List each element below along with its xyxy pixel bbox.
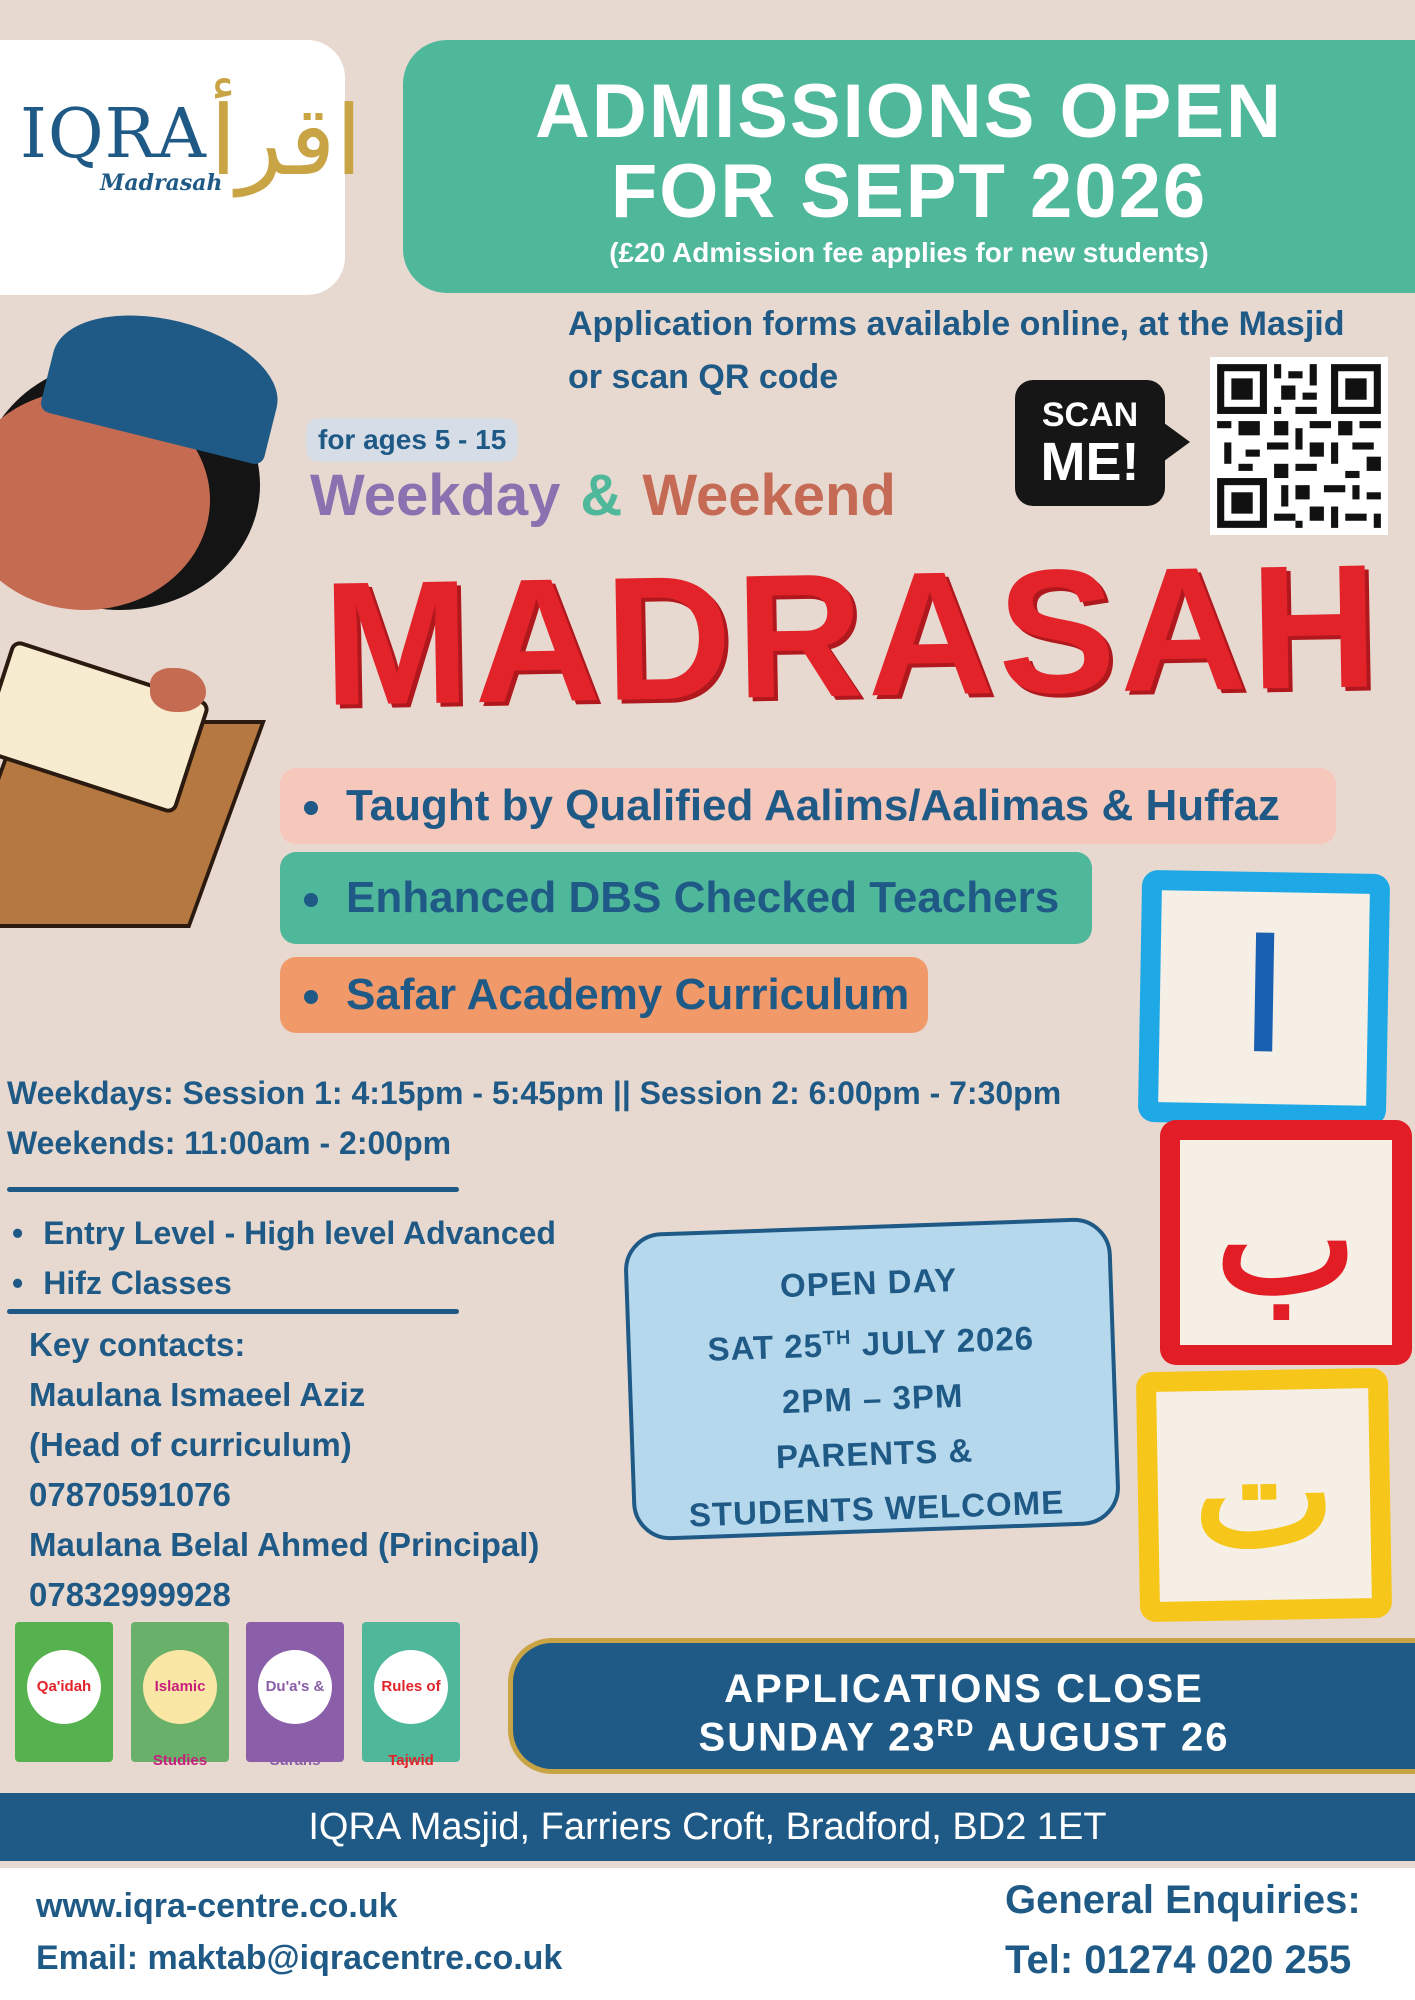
weekday-weekend-heading	[310, 462, 896, 529]
divider-top	[7, 1187, 459, 1192]
qr-code-icon	[1210, 357, 1388, 535]
boy-hand-illustration	[150, 668, 206, 712]
bullet-icon	[304, 893, 318, 907]
list-item: • Hifz Classes	[12, 1258, 556, 1308]
admission-fee-note: (£20 Admission fee applies for new students)	[609, 237, 1209, 268]
qr-code[interactable]	[1210, 357, 1388, 535]
levels-list	[12, 1208, 556, 1308]
date-suffix: RD	[936, 1715, 976, 1742]
ampersand: &	[580, 463, 623, 528]
ta-letter-block: ت	[1136, 1368, 1392, 1622]
contact-phone[interactable]: 07870591076	[29, 1476, 231, 1513]
open-day-heading: OPEN DAY	[779, 1260, 958, 1305]
divider-bottom	[7, 1309, 459, 1314]
logo-text: IQRA	[20, 95, 207, 174]
admissions-title	[403, 69, 1415, 234]
madrasah-title: MADRASAH	[321, 528, 1384, 743]
weekday-label: Weekday	[310, 463, 561, 528]
applications-close-banner	[508, 1638, 1415, 1774]
age-range-badge: for ages 5 - 15	[306, 418, 518, 462]
enquiries-label: General Enquiries:	[1005, 1878, 1361, 1922]
book-title: Rules of Tajwid	[374, 1650, 448, 1724]
address-bar: IQRA Masjid, Farriers Croft, Bradford, BD2 1ET	[0, 1793, 1415, 1861]
feature-text: Enhanced DBS Checked Teachers	[346, 873, 1060, 922]
general-enquiries	[1005, 1870, 1361, 1990]
book-islamic-studies	[131, 1622, 229, 1769]
open-day-date-rest: JULY 2026	[850, 1319, 1035, 1363]
book-title: Qa'idah	[27, 1650, 101, 1724]
open-day-card	[623, 1217, 1121, 1542]
close-date-rest: AUGUST 26	[975, 1715, 1230, 1760]
book-duas-surahs	[246, 1622, 344, 1769]
ba-letter-block: ب	[1160, 1120, 1412, 1365]
website-link[interactable]: www.iqra-centre.co.uk	[36, 1887, 398, 1925]
application-line2: or scan QR code	[568, 358, 839, 396]
list-item: • Entry Level - High level Advanced	[12, 1208, 556, 1258]
book-qaidah	[15, 1622, 113, 1762]
feature-dbs-checked	[280, 852, 1092, 944]
weekend-sessions: Weekends: 11:00am - 2:00pm	[7, 1125, 452, 1161]
feature-qualified-teachers	[280, 768, 1336, 844]
feature-curriculum	[280, 957, 928, 1033]
weekday-sessions: Weekdays: Session 1: 4:15pm - 5:45pm || Session 2: 6:00pm - 7:30pm	[7, 1075, 1062, 1111]
contact-role: (Head of curriculum)	[29, 1426, 352, 1463]
application-line1: Application forms available online, at the Masjid	[568, 305, 1345, 343]
contact-name: Maulana Belal Ahmed (Principal)	[29, 1526, 540, 1563]
open-day-time: 2PM – 3PM	[781, 1376, 964, 1421]
telephone-link[interactable]: Tel: 01274 020 255	[1005, 1938, 1352, 1982]
email-link[interactable]: Email: maktab@iqracentre.co.uk	[36, 1939, 563, 1977]
contact-name: Maulana Ismaeel Aziz	[29, 1376, 366, 1413]
admissions-title-line2: FOR SEPT 2026	[610, 149, 1208, 234]
contact-phone[interactable]: 07832999928	[29, 1576, 231, 1613]
open-day-date-text: SAT 25	[706, 1326, 824, 1368]
logo-arabic: اقرأ	[210, 85, 363, 197]
weekend-label: Weekend	[642, 463, 896, 528]
logo-subtitle: Madrasah	[100, 170, 223, 196]
scan-label: SCAN	[1041, 396, 1139, 434]
arrow-right-icon	[1160, 420, 1190, 464]
session-times	[7, 1068, 1061, 1168]
alif-letter-block: ا	[1138, 870, 1390, 1126]
close-date	[513, 1709, 1415, 1760]
key-contacts	[29, 1320, 539, 1620]
footer-contact	[36, 1880, 562, 1984]
date-suffix: TH	[822, 1326, 852, 1350]
close-heading: APPLICATIONS CLOSE	[724, 1667, 1204, 1711]
open-day-audience: PARENTS &	[775, 1431, 974, 1476]
admissions-title-line1: ADMISSIONS OPEN	[535, 69, 1283, 154]
feature-text: Safar Academy Curriculum	[346, 970, 910, 1019]
book-rules-of-tajwid	[362, 1622, 460, 1769]
close-date-text: SUNDAY 23	[698, 1715, 937, 1760]
bullet-icon	[304, 990, 318, 1004]
scan-me-badge	[1015, 380, 1165, 506]
book-title: Islamic Studies	[143, 1650, 217, 1724]
bullet-icon	[304, 801, 318, 815]
open-day-welcome: STUDENTS WELCOME	[688, 1483, 1065, 1534]
contacts-heading: Key contacts:	[29, 1326, 246, 1363]
feature-text: Taught by Qualified Aalims/Aalimas & Huffaz	[346, 781, 1280, 830]
book-title: Du'a's & Surahs	[258, 1650, 332, 1724]
me-label: ME!	[1040, 432, 1140, 492]
